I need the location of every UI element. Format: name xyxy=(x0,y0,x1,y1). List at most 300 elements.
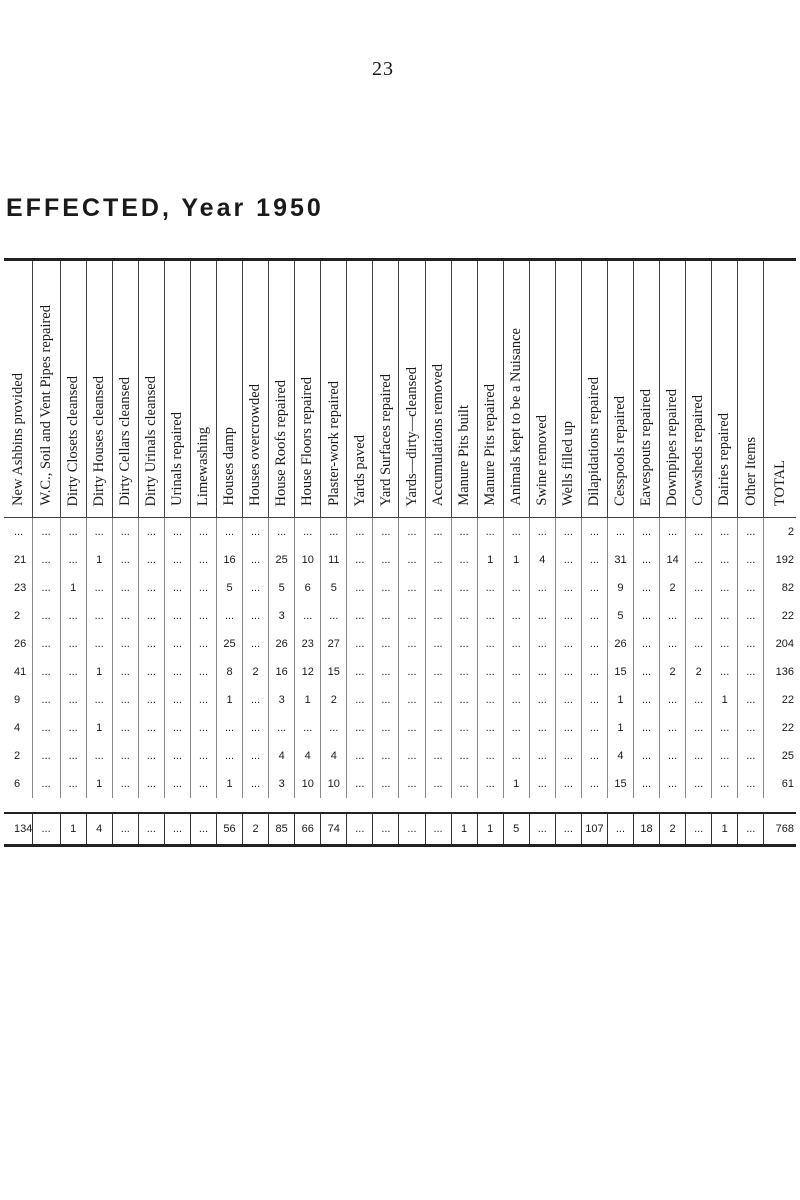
table-cell: ... xyxy=(451,518,477,547)
total-cell: 74 xyxy=(321,813,347,846)
table-cell: ... xyxy=(243,714,269,742)
table-cell: ... xyxy=(425,742,451,770)
table-cell: ... xyxy=(112,630,138,658)
table-cell: ... xyxy=(555,770,581,798)
table-cell: ... xyxy=(555,742,581,770)
table-cell: ... xyxy=(373,742,399,770)
table-cell: 26 xyxy=(269,630,295,658)
table-cell: ... xyxy=(451,658,477,686)
total-cell: 56 xyxy=(217,813,243,846)
table-cell: ... xyxy=(112,546,138,574)
table-cell: ... xyxy=(477,518,503,547)
table-cell: ... xyxy=(738,602,764,630)
table-cell: ... xyxy=(321,714,347,742)
column-header-label: Limewashing xyxy=(195,427,212,506)
table-cell: 1 xyxy=(86,546,112,574)
column-header xyxy=(634,260,660,518)
table-cell: ... xyxy=(607,518,633,547)
table-cell: ... xyxy=(555,574,581,602)
table-cell: ... xyxy=(138,546,164,574)
total-cell: ... xyxy=(399,813,425,846)
column-header xyxy=(451,260,477,518)
table-cell: ... xyxy=(269,518,295,547)
table-cell: 4 xyxy=(14,722,21,734)
table-cell: ... xyxy=(634,770,660,798)
table-cell: 9 xyxy=(607,574,633,602)
column-header-label: W.C., Soil and Vent Pipes repaired xyxy=(37,305,54,506)
table-cell: 23 xyxy=(295,630,321,658)
column-header-label: Accumulations removed xyxy=(429,363,446,506)
table-cell: ... xyxy=(164,602,190,630)
total-cell: ... xyxy=(112,813,138,846)
table-cell: ... xyxy=(190,546,216,574)
column-header xyxy=(477,260,503,518)
table-cell: ... xyxy=(373,770,399,798)
column-header-label: House Roofs repaired xyxy=(273,379,290,506)
table-cell: 15 xyxy=(607,658,633,686)
table-cell: 2 xyxy=(14,610,21,622)
column-header xyxy=(321,260,347,518)
column-header xyxy=(243,260,269,518)
column-header-label: Dirty Closets cleansed xyxy=(64,375,81,506)
column-header xyxy=(86,260,112,518)
table-cell: ... xyxy=(581,602,607,630)
column-header-label: Wells filled up xyxy=(560,420,577,506)
table-cell: 3 xyxy=(269,602,295,630)
total-cell: 134 xyxy=(4,813,32,846)
table-cell: 1 xyxy=(295,686,321,714)
table-cell: ... xyxy=(634,602,660,630)
total-cell: ... xyxy=(32,813,60,846)
table-cell: ... xyxy=(32,770,60,798)
table-cell: ... xyxy=(138,686,164,714)
table-cell: 1 xyxy=(86,714,112,742)
table-cell: ... xyxy=(321,518,347,547)
table-cell: ... xyxy=(347,630,373,658)
table-cell: ... xyxy=(164,546,190,574)
total-cell: 18 xyxy=(634,813,660,846)
column-header xyxy=(503,260,529,518)
table-cell: 12 xyxy=(295,658,321,686)
table-cell: ... xyxy=(86,518,112,547)
table-cell: ... xyxy=(555,518,581,547)
table-cell: ... xyxy=(686,742,712,770)
table-cell: ... xyxy=(60,714,86,742)
table-cell: ... xyxy=(138,770,164,798)
table-cell: ... xyxy=(243,602,269,630)
table-cell: ... xyxy=(477,574,503,602)
table-cell: ... xyxy=(243,518,269,547)
table-cell: ... xyxy=(112,518,138,547)
table-cell: ... xyxy=(425,602,451,630)
table-cell: 2 xyxy=(660,574,686,602)
table-cell: ... xyxy=(529,658,555,686)
table-cell: 1 xyxy=(86,770,112,798)
table-cell: 22 xyxy=(764,602,796,630)
table-cell: ... xyxy=(86,686,112,714)
table-cell: ... xyxy=(555,658,581,686)
table-cell: ... xyxy=(243,574,269,602)
table-cell: ... xyxy=(529,770,555,798)
table-cell: 4 xyxy=(295,742,321,770)
table-cell: ... xyxy=(425,630,451,658)
table-cell: ... xyxy=(477,658,503,686)
table-cell: 192 xyxy=(764,546,796,574)
table-cell: ... xyxy=(164,630,190,658)
table-cell: ... xyxy=(112,742,138,770)
column-header xyxy=(138,260,164,518)
column-header-label: New Ashbins provided xyxy=(9,373,26,506)
total-cell: 4 xyxy=(86,813,112,846)
column-header-label: House Floors repaired xyxy=(299,377,316,506)
table-cell: ... xyxy=(60,686,86,714)
table-row xyxy=(4,518,796,547)
table-cell: ... xyxy=(477,770,503,798)
table-row xyxy=(4,714,796,742)
table-cell: ... xyxy=(503,518,529,547)
table-cell: ... xyxy=(112,770,138,798)
table-cell: ... xyxy=(712,546,738,574)
table-cell: ... xyxy=(451,742,477,770)
table-cell: ... xyxy=(217,742,243,770)
page-title: EFFECTED, Year 1950 xyxy=(6,194,324,222)
table-cell: 31 xyxy=(607,546,633,574)
table-cell: ... xyxy=(164,714,190,742)
table-cell: ... xyxy=(373,686,399,714)
column-header-label: Dirty Houses cleansed xyxy=(90,375,107,506)
table-cell: ... xyxy=(164,658,190,686)
table-cell: 1 xyxy=(217,770,243,798)
table-cell: ... xyxy=(373,602,399,630)
table-cell: ... xyxy=(712,714,738,742)
table-cell: ... xyxy=(164,770,190,798)
total-cell: 2 xyxy=(243,813,269,846)
table-cell: ... xyxy=(399,658,425,686)
table-cell: ... xyxy=(738,686,764,714)
table-cell: 1 xyxy=(503,546,529,574)
table-cell: ... xyxy=(660,518,686,547)
table-cell: ... xyxy=(634,742,660,770)
table-cell: ... xyxy=(634,630,660,658)
table-cell: 1 xyxy=(712,686,738,714)
table-cell: ... xyxy=(555,630,581,658)
total-cell: ... xyxy=(425,813,451,846)
table-cell: ... xyxy=(503,574,529,602)
table-cell: 25 xyxy=(764,742,796,770)
table-cell: ... xyxy=(503,686,529,714)
table-cell: 22 xyxy=(764,686,796,714)
table-cell: 2 xyxy=(243,658,269,686)
table-cell: ... xyxy=(347,686,373,714)
table-cell: ... xyxy=(60,602,86,630)
table-cell: ... xyxy=(138,658,164,686)
table-cell: ... xyxy=(712,602,738,630)
table-cell: ... xyxy=(581,630,607,658)
table-cell: ... xyxy=(190,770,216,798)
table-cell: ... xyxy=(347,546,373,574)
table-cell: ... xyxy=(581,686,607,714)
table-cell: ... xyxy=(529,714,555,742)
table-cell: ... xyxy=(112,686,138,714)
table-cell: ... xyxy=(269,714,295,742)
table-cell: ... xyxy=(60,630,86,658)
table-cell: ... xyxy=(399,630,425,658)
table-cell: 5 xyxy=(269,574,295,602)
table-cell: ... xyxy=(295,602,321,630)
table-row xyxy=(4,574,796,602)
table-cell: 2 xyxy=(321,686,347,714)
table-cell: ... xyxy=(243,546,269,574)
column-header-label: TOTAL xyxy=(771,459,788,506)
table-cell: ... xyxy=(243,686,269,714)
total-cell: ... xyxy=(347,813,373,846)
table-cell: ... xyxy=(634,574,660,602)
spacer-row xyxy=(4,798,796,813)
column-header-label: Manure Pits built xyxy=(455,405,472,506)
table-cell: ... xyxy=(451,686,477,714)
total-cell: 85 xyxy=(269,813,295,846)
table-cell: ... xyxy=(295,518,321,547)
table-cell: ... xyxy=(321,602,347,630)
column-header-label: Other Items xyxy=(742,437,759,506)
table-cell: 22 xyxy=(764,714,796,742)
table-cell: ... xyxy=(243,630,269,658)
column-header xyxy=(529,260,555,518)
table-cell: ... xyxy=(32,686,60,714)
table-cell: ... xyxy=(477,686,503,714)
table-cell: ... xyxy=(634,714,660,742)
total-cell: 1 xyxy=(477,813,503,846)
table-cell: ... xyxy=(634,686,660,714)
table-cell: ... xyxy=(451,574,477,602)
table-cell: ... xyxy=(503,630,529,658)
table-cell: ... xyxy=(347,518,373,547)
table-cell: ... xyxy=(60,518,86,547)
column-header xyxy=(60,260,86,518)
table-cell: ... xyxy=(660,602,686,630)
table-cell: ... xyxy=(738,518,764,547)
table-cell: ... xyxy=(555,546,581,574)
table-cell: ... xyxy=(660,742,686,770)
table-cell: ... xyxy=(477,630,503,658)
table-cell: ... xyxy=(138,602,164,630)
table-cell: ... xyxy=(738,546,764,574)
table-cell: ... xyxy=(138,518,164,547)
table-cell: ... xyxy=(686,518,712,547)
table-cell: ... xyxy=(425,714,451,742)
table-cell: ... xyxy=(738,658,764,686)
table-cell: ... xyxy=(712,630,738,658)
table-cell: ... xyxy=(503,602,529,630)
total-cell: ... xyxy=(686,813,712,846)
table-cell: 1 xyxy=(607,686,633,714)
table-cell: 61 xyxy=(764,770,796,798)
table-cell: ... xyxy=(712,770,738,798)
table-cell: ... xyxy=(373,658,399,686)
table-cell: ... xyxy=(529,574,555,602)
column-header-label: Urinals repaired xyxy=(169,412,186,506)
table-cell: ... xyxy=(60,546,86,574)
table-cell: ... xyxy=(86,630,112,658)
table-cell: ... xyxy=(112,602,138,630)
column-header-label: Animals kept to be a Nuisance xyxy=(507,328,524,506)
total-cell: 1 xyxy=(451,813,477,846)
table-cell: 4 xyxy=(529,546,555,574)
column-header-label: Cowsheds repaired xyxy=(690,395,707,506)
sanitary-work-table xyxy=(4,258,796,847)
table-cell: ... xyxy=(712,658,738,686)
table-cell: 1 xyxy=(607,714,633,742)
table-cell: ... xyxy=(477,714,503,742)
table-cell: ... xyxy=(581,546,607,574)
table-cell: ... xyxy=(634,518,660,547)
table-cell: 16 xyxy=(217,546,243,574)
table-cell: 2 xyxy=(686,658,712,686)
table-cell: ... xyxy=(190,658,216,686)
table-cell: 14 xyxy=(660,546,686,574)
table-cell: ... xyxy=(373,574,399,602)
table-cell: ... xyxy=(138,742,164,770)
table-cell: ... xyxy=(32,742,60,770)
column-header xyxy=(660,260,686,518)
table-cell: ... xyxy=(581,742,607,770)
column-header xyxy=(555,260,581,518)
table-cell: ... xyxy=(425,686,451,714)
table-cell: ... xyxy=(425,658,451,686)
column-header xyxy=(347,260,373,518)
total-cell: 2 xyxy=(660,813,686,846)
table-cell: ... xyxy=(86,574,112,602)
table-cell: ... xyxy=(634,658,660,686)
column-header-label: Downpipes repaired xyxy=(664,388,681,506)
table-cell: 1 xyxy=(217,686,243,714)
table-cell: ... xyxy=(217,714,243,742)
table-cell: ... xyxy=(164,686,190,714)
table-cell: ... xyxy=(243,742,269,770)
table-cell: ... xyxy=(425,574,451,602)
table-cell: ... xyxy=(347,742,373,770)
table-cell: ... xyxy=(86,602,112,630)
total-cell: 66 xyxy=(295,813,321,846)
table-cell: ... xyxy=(138,714,164,742)
table-cell: ... xyxy=(660,686,686,714)
table-cell: ... xyxy=(217,602,243,630)
column-header xyxy=(738,260,764,518)
table-cell: ... xyxy=(347,658,373,686)
table-cell: 2 xyxy=(764,518,796,547)
column-header xyxy=(112,260,138,518)
table-cell: 10 xyxy=(295,546,321,574)
table-cell: 15 xyxy=(321,658,347,686)
table-cell: ... xyxy=(190,686,216,714)
table-cell: 2 xyxy=(660,658,686,686)
table-cell: 1 xyxy=(503,770,529,798)
table-cell: ... xyxy=(295,714,321,742)
total-cell: ... xyxy=(607,813,633,846)
table-cell: ... xyxy=(738,770,764,798)
table-cell: ... xyxy=(190,518,216,547)
table-cell: ... xyxy=(581,714,607,742)
table-row xyxy=(4,602,796,630)
total-cell: ... xyxy=(529,813,555,846)
column-header xyxy=(4,260,32,518)
table-cell: ... xyxy=(451,602,477,630)
table-cell: ... xyxy=(399,742,425,770)
column-header-label: Eavespouts repaired xyxy=(638,388,655,506)
column-header xyxy=(190,260,216,518)
table-cell: ... xyxy=(686,546,712,574)
table-cell: 41 xyxy=(14,666,27,678)
table-cell: ... xyxy=(32,602,60,630)
table-cell: 5 xyxy=(217,574,243,602)
table-cell: ... xyxy=(477,742,503,770)
table-cell: 2 xyxy=(14,750,21,762)
table-cell: ... xyxy=(686,574,712,602)
table-cell: ... xyxy=(347,574,373,602)
table-cell: ... xyxy=(399,602,425,630)
table-cell: ... xyxy=(738,574,764,602)
column-header xyxy=(764,260,796,518)
table-cell: ... xyxy=(112,658,138,686)
table-cell: ... xyxy=(32,546,60,574)
table-row xyxy=(4,658,796,686)
table-cell: ... xyxy=(529,686,555,714)
total-cell: ... xyxy=(190,813,216,846)
table-cell: ... xyxy=(581,518,607,547)
table-cell: 10 xyxy=(321,770,347,798)
column-header-label: Yards paved xyxy=(351,434,368,506)
column-header xyxy=(217,260,243,518)
table-cell: 4 xyxy=(607,742,633,770)
table-cell: ... xyxy=(738,630,764,658)
table-cell: ... xyxy=(529,742,555,770)
column-header-label: Manure Pits repaired xyxy=(481,384,498,506)
table-cell: ... xyxy=(529,518,555,547)
table-cell: ... xyxy=(425,518,451,547)
table-cell: 21 xyxy=(14,554,27,566)
table-cell: ... xyxy=(32,658,60,686)
table-cell: 4 xyxy=(269,742,295,770)
column-header-label: Plaster-work repaired xyxy=(325,381,342,506)
table-cell: ... xyxy=(581,574,607,602)
totals-row xyxy=(4,813,796,846)
table-cell: ... xyxy=(503,742,529,770)
table-cell: ... xyxy=(451,630,477,658)
table-cell: 26 xyxy=(14,638,27,650)
table-cell: ... xyxy=(660,630,686,658)
table-cell: ... xyxy=(373,518,399,547)
total-cell: ... xyxy=(373,813,399,846)
table-cell: ... xyxy=(451,714,477,742)
table-cell: ... xyxy=(60,658,86,686)
table-cell: ... xyxy=(399,770,425,798)
total-cell: ... xyxy=(164,813,190,846)
table-cell: 82 xyxy=(764,574,796,602)
total-cell: 768 xyxy=(764,813,796,846)
table-cell: ... xyxy=(32,574,60,602)
table-cell: 4 xyxy=(321,742,347,770)
table-cell: ... xyxy=(138,574,164,602)
total-cell: 5 xyxy=(503,813,529,846)
table-cell: ... xyxy=(555,686,581,714)
table-cell: ... xyxy=(660,714,686,742)
table-cell: 15 xyxy=(607,770,633,798)
table-cell: ... xyxy=(660,770,686,798)
table-cell: ... xyxy=(190,574,216,602)
column-header-label: Dairies repaired xyxy=(716,413,733,506)
table-cell: 10 xyxy=(295,770,321,798)
column-header xyxy=(399,260,425,518)
